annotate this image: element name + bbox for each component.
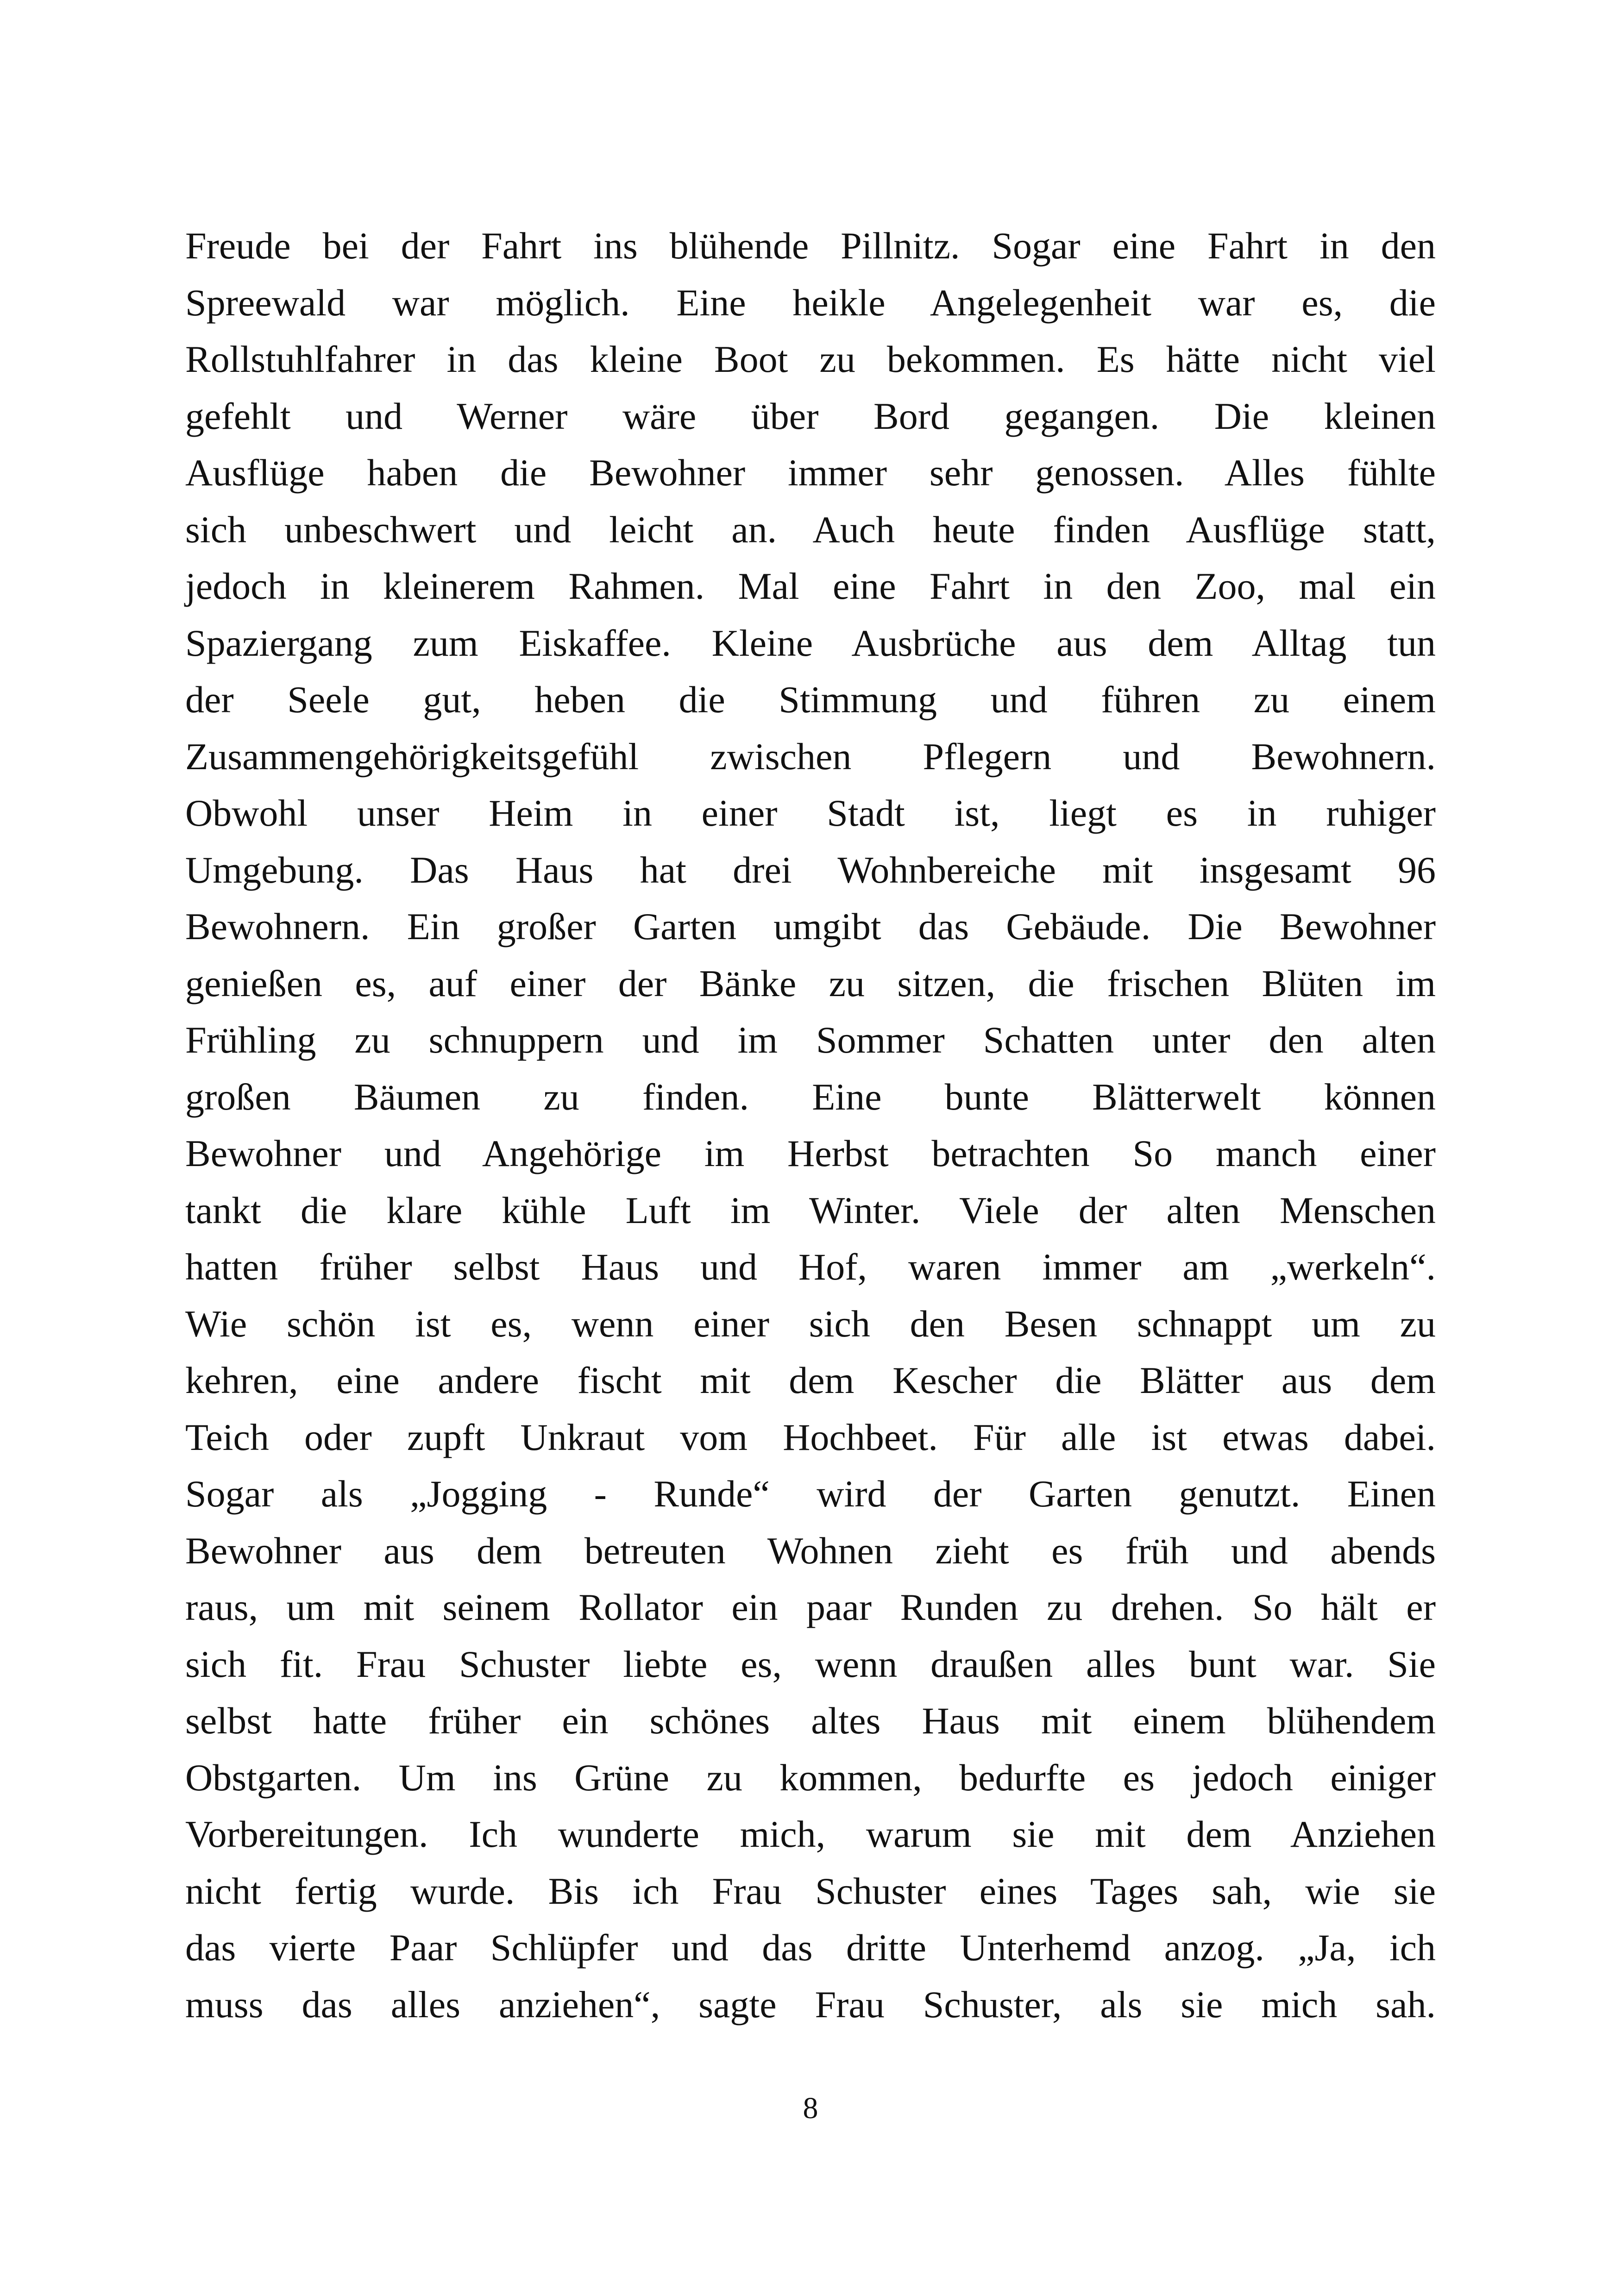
text-line: Umgebung. Das Haus hat drei Wohnbereiche mit insgesamt 96 bbox=[185, 848, 1436, 891]
text-line: Bewohner aus dem betreuten Wohnen zieht es früh und abends bbox=[185, 1529, 1436, 1572]
text-line: raus, um mit seinem Rollator ein paar Runden zu drehen. So hält er bbox=[185, 1586, 1436, 1628]
text-line: Vorbereitungen. Ich wunderte mich, warum sie mit dem Anziehen bbox=[185, 1813, 1436, 1855]
text-line: Zusammengehörigkeitsgefühl zwischen Pflegern und Bewohnern. bbox=[185, 735, 1436, 778]
text-line: genießen es, auf einer der Bänke zu sitzen, die frischen Blüten im bbox=[185, 962, 1436, 1004]
text-line: Rollstuhlfahrer in das kleine Boot zu bekommen. Es hätte nicht viel bbox=[185, 338, 1436, 380]
text-line: jedoch in kleinerem Rahmen. Mal eine Fahrt in den Zoo, mal ein bbox=[185, 565, 1436, 607]
text-line: der Seele gut, heben die Stimmung und führen zu einem bbox=[185, 678, 1436, 721]
text-line: Frühling zu schnuppern und im Sommer Schatten unter den alten bbox=[185, 1019, 1436, 1061]
text-line: selbst hatte früher ein schönes altes Haus mit einem blühendem bbox=[185, 1700, 1436, 1742]
text-line: Bewohner und Angehörige im Herbst betrachten So manch einer bbox=[185, 1132, 1436, 1174]
text-line: Teich oder zupft Unkraut vom Hochbeet. Für alle ist etwas dabei. bbox=[185, 1416, 1436, 1458]
text-line: Ausflüge haben die Bewohner immer sehr genossen. Alles fühlte bbox=[185, 452, 1436, 494]
text-line: hatten früher selbst Haus und Hof, waren immer am „werkeln“. bbox=[185, 1246, 1436, 1288]
page-number: 8 bbox=[803, 2091, 818, 2125]
text-line: das vierte Paar Schlüpfer und das dritte Unterhemd anzog. „Ja, ich bbox=[185, 1926, 1436, 1969]
text-line: Freude bei der Fahrt ins blühende Pillnitz. Sogar eine Fahrt in den bbox=[185, 225, 1436, 267]
text-line: gefehlt und Werner wäre über Bord gegangen. Die kleinen bbox=[185, 395, 1436, 437]
body-text bbox=[185, 218, 1436, 2033]
text-line: Sogar als „Jogging - Runde“ wird der Garten genutzt. Einen bbox=[185, 1473, 1436, 1515]
text-line: sich unbeschwert und leicht an. Auch heute finden Ausflüge statt, bbox=[185, 508, 1436, 551]
text-line: Obwohl unser Heim in einer Stadt ist, liegt es in ruhiger bbox=[185, 792, 1436, 834]
text-line: sich fit. Frau Schuster liebte es, wenn draußen alles bunt war. Sie bbox=[185, 1643, 1436, 1685]
text-line: großen Bäumen zu finden. Eine bunte Blätterwelt können bbox=[185, 1075, 1436, 1118]
text-line: muss das alles anziehen“, sagte Frau Schuster, als sie mich sah. bbox=[185, 1983, 1436, 2026]
text-line: Bewohnern. Ein großer Garten umgibt das Gebäude. Die Bewohner bbox=[185, 905, 1436, 947]
text-line: kehren, eine andere fischt mit dem Kescher die Blätter aus dem bbox=[185, 1359, 1436, 1401]
text-line: Obstgarten. Um ins Grüne zu kommen, bedurfte es jedoch einiger bbox=[185, 1756, 1436, 1799]
text-line: Wie schön ist es, wenn einer sich den Besen schnappt um zu bbox=[185, 1302, 1436, 1345]
text-line: nicht fertig wurde. Bis ich Frau Schuster eines Tages sah, wie sie bbox=[185, 1869, 1436, 1912]
text-line: Spaziergang zum Eiskaffee. Kleine Ausbrüche aus dem Alltag tun bbox=[185, 621, 1436, 664]
text-line: Spreewald war möglich. Eine heikle Angelegenheit war es, die bbox=[185, 281, 1436, 324]
text-line: tankt die klare kühle Luft im Winter. Viele der alten Menschen bbox=[185, 1189, 1436, 1231]
